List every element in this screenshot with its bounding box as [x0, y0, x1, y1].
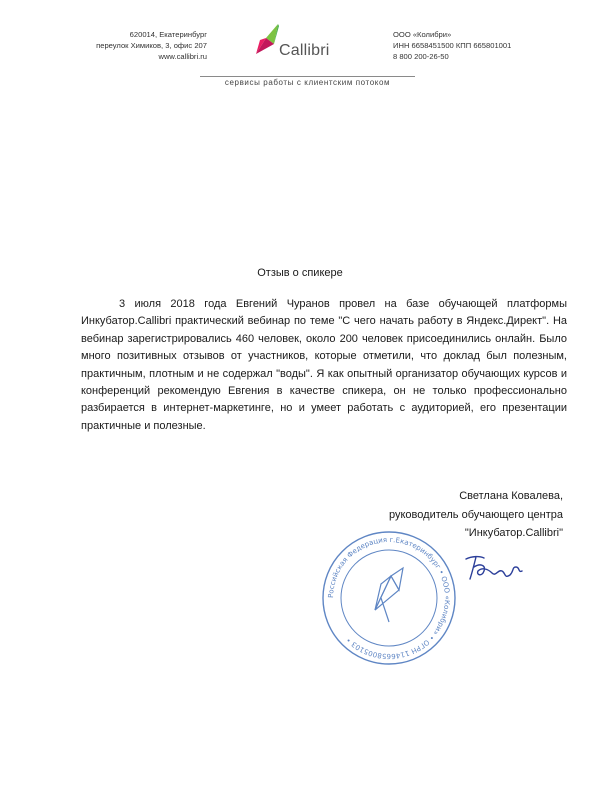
logo-wordmark: Callibri [279, 42, 330, 59]
handwritten-signature [462, 553, 526, 581]
company-seal [319, 528, 459, 668]
signatory-organization: "Инкубатор.Callibri" [464, 527, 563, 539]
letter-title: Отзыв о спикере [257, 267, 343, 279]
letter-body: 3 июля 2018 года Евгений Чуранов провел на базе обучающей платформы Инкубатор.Callibri практический вебинар по теме "С чего начать работу в Яндекс.Директ". На вебинар зарегистрировались 460 человек, около 200 человек присоединились онлайн. Было много позитивных отзывов от участников, которые отметили, что доклад был полезным, практичным, плотным и не содержал "воды". Я как опытный организатор обучающих курсов и конференций рекомендую Евгения в качестве спикера, он не только профессионально разбирается в интернет-маркетинге, но и умеет работать с аудиторией, его презентации практичные и полезные. [81, 298, 567, 432]
signatory-position: руководитель обучающего центра [389, 508, 563, 521]
callibri-logo [252, 20, 362, 68]
hummingbird-icon [252, 20, 282, 60]
company-requisites [393, 29, 511, 62]
seal-ring-text: Российская Федерация г.Екатеринбург • ООО «Колибри» • ОГРН 1146658005103 • [326, 535, 452, 661]
company-address [96, 29, 207, 62]
signatory-name: Светлана Ковалева, [459, 490, 563, 502]
company-name: ООО «Колибри» [393, 30, 452, 39]
company-tagline: сервисы работы с клиентским потоком [224, 78, 391, 87]
header-divider [200, 76, 415, 77]
address-line-street: переулок Химиков, 3, офис 207 [96, 41, 207, 50]
website-link[interactable]: www.callibri.ru [158, 52, 207, 61]
company-phone: 8 800 200-26-50 [393, 52, 449, 61]
company-tax-ids: ИНН 6658451500 КПП 665801001 [393, 41, 512, 50]
address-line-city: 620014, Екатеринбург [129, 30, 207, 39]
seal-bird-icon [375, 568, 403, 622]
